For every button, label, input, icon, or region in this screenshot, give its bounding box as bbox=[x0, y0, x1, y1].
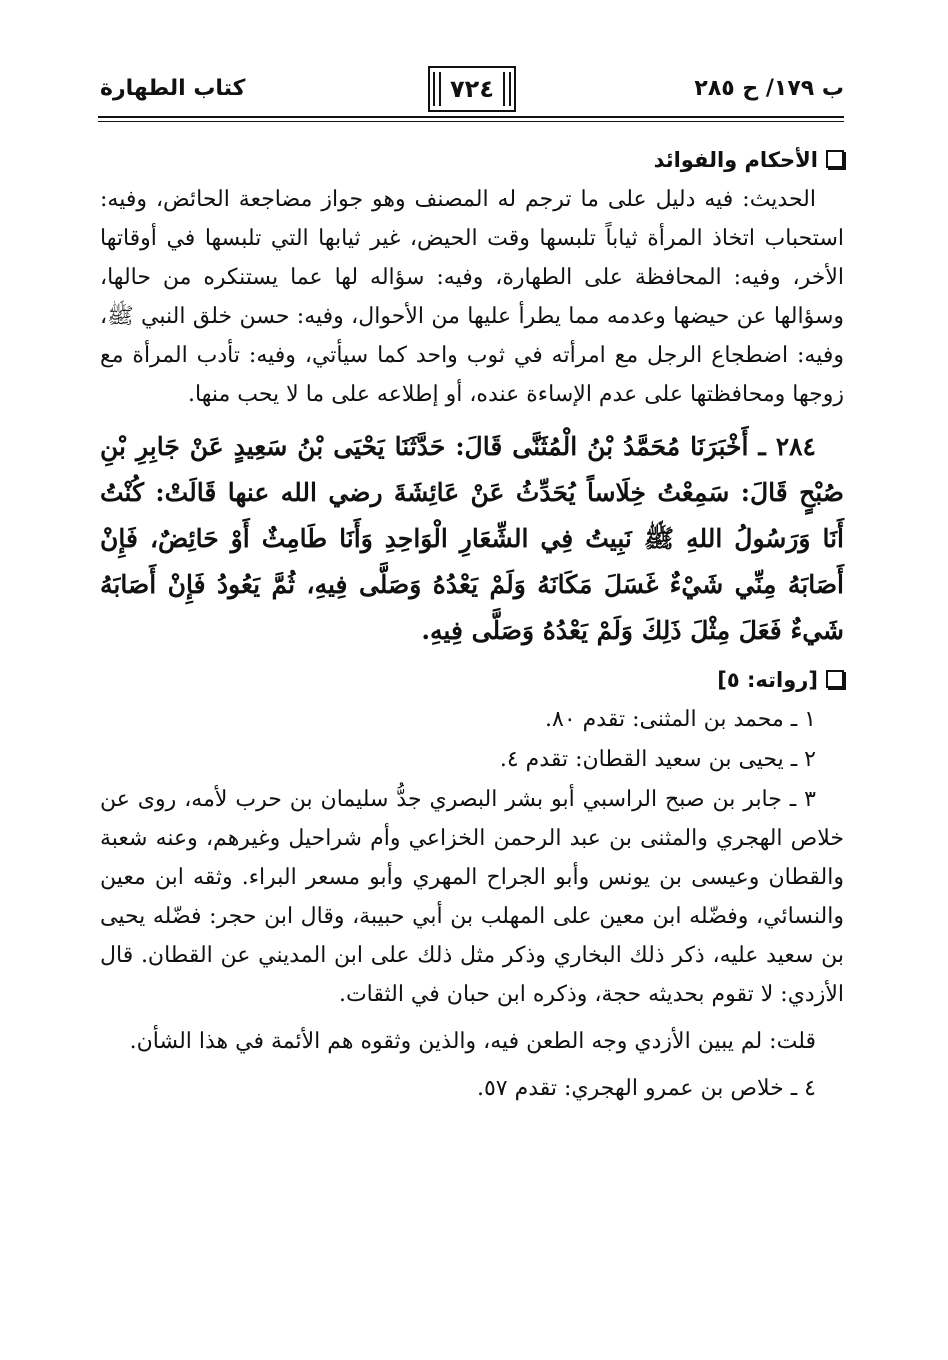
ahkam-paragraph: الحديث: فيه دليل على ما ترجم له المصنف وهو جواز مضاجعة الحائض، وفيه: استحباب اتخاذ المرأة ثياباً تلبسها وقت الحيض، غير ثيابها التي تلبسها في أوقاتها الأخر، وفيه: المحافظة على الطهارة، وفيه: سؤاله لها عما يستنكره من حالها، وسؤالها عن حيضها وعدمه مما يطرأ عليها من الأحوال، وفيه: حسن خلق النبي ﷺ، وفيه: اضطجاع الرجل مع امرأته في ثوب واحد كما سيأتي، وفيه: تأدب المرأة مع زوجها ومحافظتها على عدم الإساءة عنده، أو إطلاعه على ما لا يحب منها. bbox=[100, 187, 844, 407]
section-heading-ahkam bbox=[100, 140, 844, 180]
header-rule-thin bbox=[98, 121, 844, 122]
page-number: ٧٢٤ bbox=[428, 66, 516, 112]
checkbox-square-icon bbox=[826, 670, 844, 688]
header-chapter-ref: ب ١٧٩/ ح ٢٨٥ bbox=[694, 76, 844, 101]
narrator-item: ٢ ـ يحيى بن سعيد القطان: تقدم ٤. bbox=[499, 747, 816, 772]
author-note: قلت: لم يبين الأزدي وجه الطعن فيه، والذين وثقوه هم الأئمة في هذا الشأن. bbox=[129, 1029, 816, 1054]
header-rule bbox=[98, 116, 844, 118]
narrator-item: ١ ـ محمد بن المثنى: تقدم ٨٠. bbox=[545, 707, 816, 732]
page-content bbox=[100, 140, 844, 1109]
section-heading-text: الأحكام والفوائد bbox=[653, 148, 818, 172]
checkbox-square-icon bbox=[826, 150, 844, 168]
section-heading-ruwat bbox=[100, 660, 844, 700]
narrator-item-3: ٣ ـ جابر بن صبح الراسبي أبو بشر البصري جدُّ سليمان بن حرب لأمه، روى عن خلاص الهجري والمثنى بن عبد الرحمن الخزاعي وأم شراحيل وغيرهم، وعنه شعبة والقطان وعيسى بن يونس وأبو الجراح المهري وأبو مسعر البراء. وثقه ابن معين والنسائي، وفضّله ابن معين على المهلب بن أبي حبيبة، وقال ابن حجر: فضّله يحيى بن سعيد عليه، ذكر ذلك البخاري وذكر مثل ذلك على ابن المديني عن القطان. قال الأزدي: لا تقوم بحديثه حجة، وذكره ابن حبان في الثقات. bbox=[100, 787, 844, 1007]
section-heading-text: [رواته: ٥] bbox=[717, 668, 818, 692]
header-book-title: كتاب الطهارة bbox=[100, 76, 246, 101]
narrator-item-4: ٤ ـ خلاص بن عمرو الهجري: تقدم ٥٧. bbox=[476, 1076, 816, 1101]
hadith-text: ٢٨٤ ـ أَخْبَرَنَا مُحَمَّدُ بْنُ الْمُثَنَّى قَالَ: حَدَّثَنَا يَحْيَى بْنُ سَعِيدٍ عَنْ جَابِرِ بْنِ صُبْحٍ قَالَ: سَمِعْتُ خِلَاساً يُحَدِّثُ عَنْ عَائِشَةَ رضي الله عنها قَالَتْ: كُنْتُ أَنَا وَرَسُولُ اللهِ ﷺ نَبِيتُ فِي الشِّعَارِ الْوَاحِدِ وَأَنَا طَامِثٌ أَوْ حَائِضٌ، فَإِنْ أَصَابَهُ مِنِّي شَيْءٌ غَسَلَ مَكَانَهُ وَلَمْ يَعْدُهُ وَصَلَّى فِيهِ، ثُمَّ يَعُودُ فَإِنْ أَصَابَهُ شَيءٌ فَعَلَ مِثْلَ ذَلِكَ وَلَمْ يَعْدُهُ وَصَلَّى فِيهِ. bbox=[100, 432, 844, 645]
